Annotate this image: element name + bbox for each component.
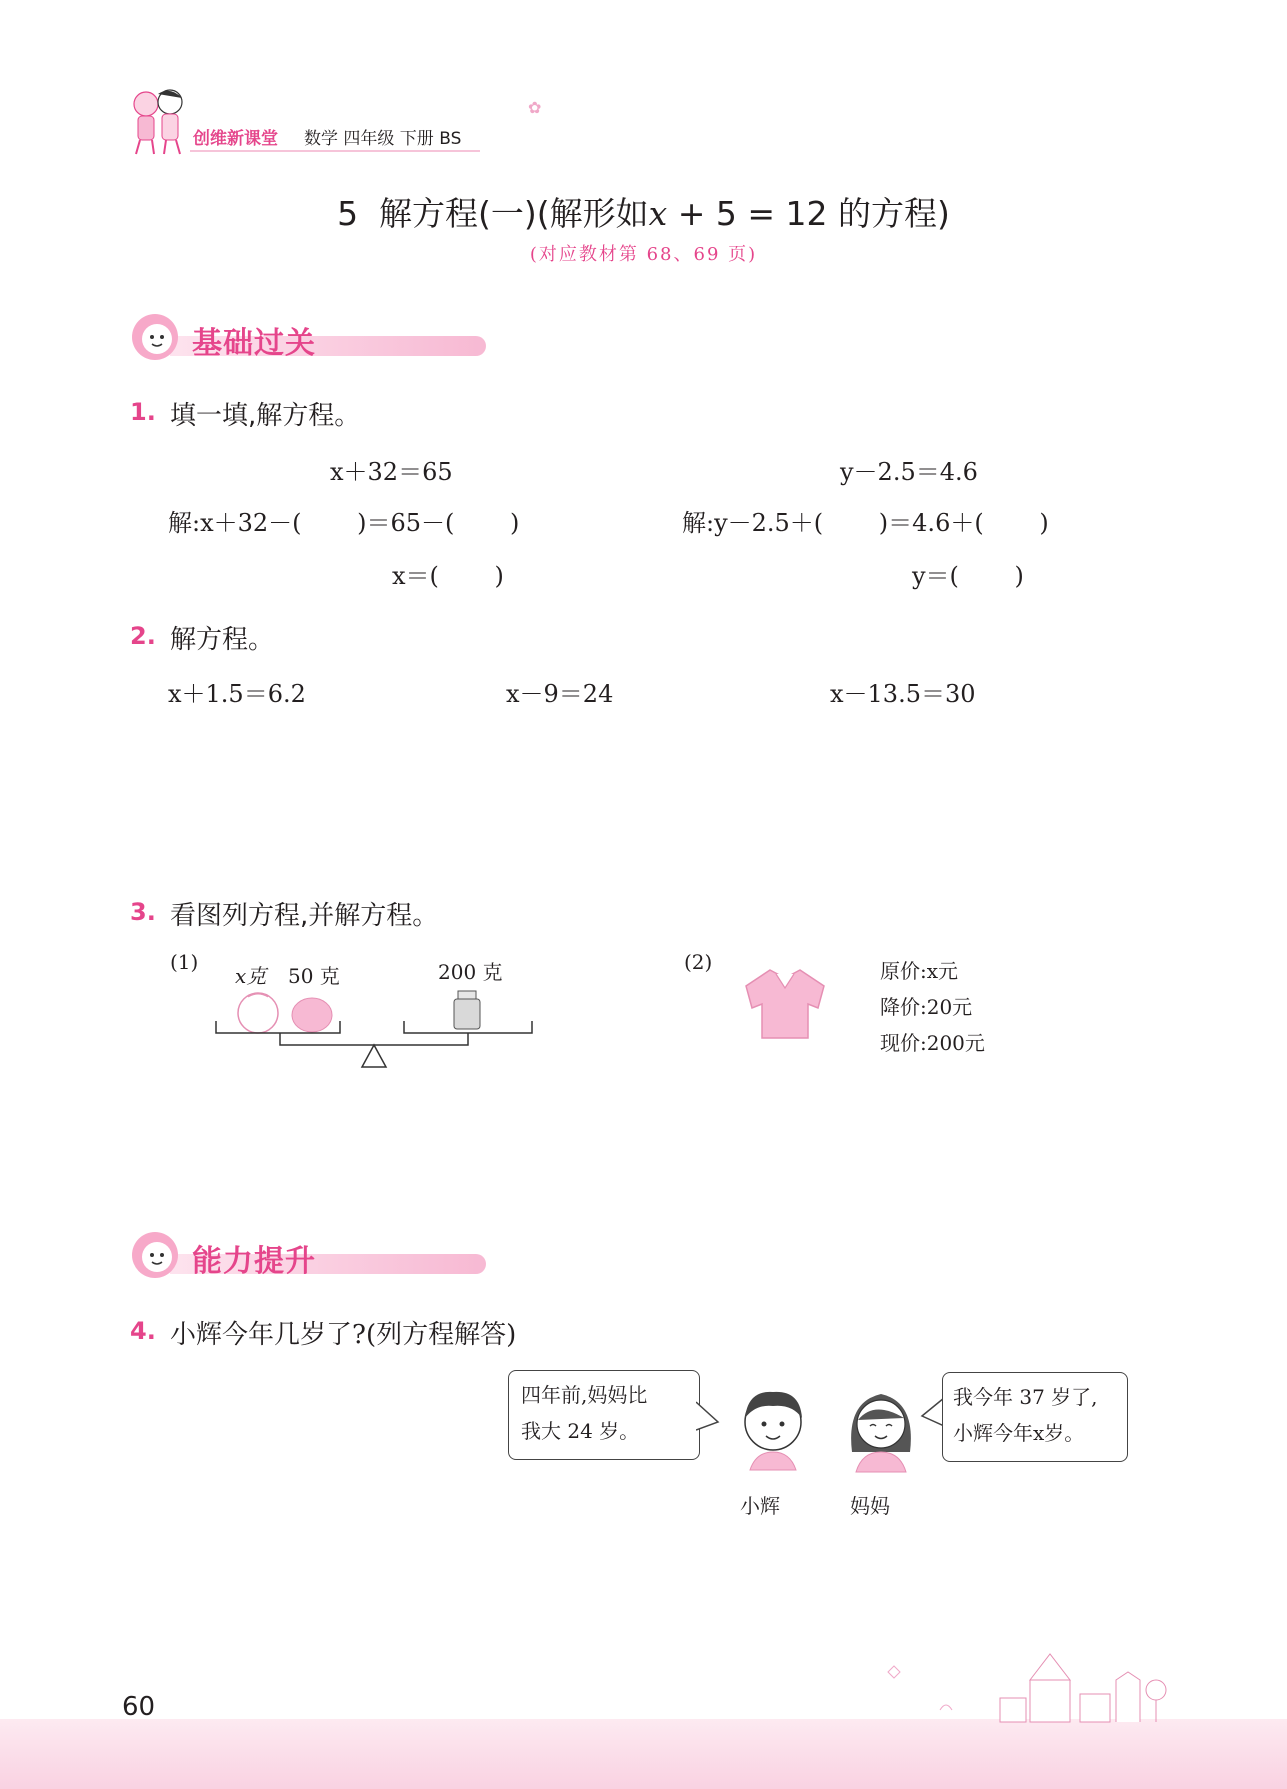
q1-right-step1: 解:y－2.5＋( )＝4.6＋( ) [682, 509, 1049, 537]
section-title-advanced: 能力提升 [192, 1244, 316, 1279]
mom-name-label: 妈妈 [850, 1494, 890, 1518]
title-main: 解方程(一)(解形如 [379, 194, 649, 233]
q2-equation-3: x－13.5＝30 [830, 680, 976, 708]
section-banner-advanced [130, 1230, 500, 1280]
q2-text: 解方程。 [170, 625, 275, 655]
title-number: 5 [337, 194, 359, 233]
bubble-right-tail-icon [920, 1396, 944, 1430]
bubble-left-tail-icon [696, 1400, 720, 1434]
q4-text: 小辉今年几岁了?(列方程解答) [170, 1320, 517, 1350]
bubble-right-line-1: 我今年 37 岁了, [953, 1385, 1098, 1409]
bubble-left-line-2: 我大 24 岁。 [521, 1419, 640, 1443]
q3-right-weight: 200 克 [438, 960, 503, 984]
bubble-right-text [943, 1373, 1127, 1457]
section-title-basic: 基础过关 [192, 326, 316, 361]
footer-band [0, 1719, 1287, 1789]
q1-left-step1: 解:x＋32－( )＝65－( ) [168, 509, 520, 537]
q3-number: 3. [130, 898, 156, 926]
q3-part2-label: (2) [684, 950, 713, 974]
q2-equation-1: x＋1.5＝6.2 [168, 680, 306, 708]
speech-bubble-right [942, 1372, 1128, 1462]
q3-text: 看图列方程,并解方程。 [170, 901, 439, 931]
section-banner-basic [130, 312, 500, 362]
title-rest: + 5 = 12 的方程) [667, 194, 950, 233]
q2-number: 2. [130, 622, 156, 650]
q1-left-step2: x＝( ) [392, 562, 504, 590]
mascot-face-icon [130, 1230, 180, 1280]
q1-right-step2: y＝( ) [912, 562, 1024, 590]
q1-number: 1. [130, 398, 156, 426]
bubble-left-line-1: 四年前,妈妈比 [521, 1383, 648, 1407]
bubble-right-line-2: 小辉今年x岁。 [953, 1421, 1085, 1445]
header-brand: 创维新课堂 [193, 129, 278, 149]
bubble-left-text [509, 1371, 699, 1455]
page-subtitle: (对应教材第 68、69 页) [529, 244, 758, 265]
header-mascot-icon [126, 86, 192, 156]
page-title [0, 188, 1287, 235]
q2-equation-2: x－9＝24 [506, 680, 614, 708]
boy-avatar-icon [726, 1382, 820, 1472]
mascot-face-icon [130, 312, 180, 362]
castle-decoration-icon [880, 1650, 1180, 1726]
speech-bubble-left [508, 1370, 700, 1460]
header-divider [190, 150, 480, 152]
q4-number: 4. [130, 1317, 156, 1345]
petal-decoration-icon: ✿ [528, 98, 542, 117]
page-number: 60 [122, 1692, 156, 1722]
q3-original-price: 原价:x元 [880, 959, 959, 983]
title-variable: x [648, 194, 668, 233]
q1-text: 填一填,解方程。 [170, 401, 361, 431]
q3-left-weight-x: x克 [235, 964, 267, 988]
q3-part1-label: (1) [170, 950, 199, 974]
boy-name-label: 小辉 [740, 1494, 780, 1518]
q1-right-equation: y－2.5＝4.6 [840, 458, 978, 486]
q1-left-equation: x＋32＝65 [330, 458, 453, 486]
header-subject: 数学 四年级 下册 BS [304, 129, 462, 149]
mom-avatar-icon [834, 1382, 928, 1474]
balance-scale-icon [210, 985, 540, 1070]
shirt-icon [740, 966, 830, 1042]
q3-left-weight-50: 50 克 [288, 964, 340, 988]
q3-current-price: 现价:200元 [880, 1031, 985, 1055]
q3-discount: 降价:20元 [880, 995, 973, 1019]
